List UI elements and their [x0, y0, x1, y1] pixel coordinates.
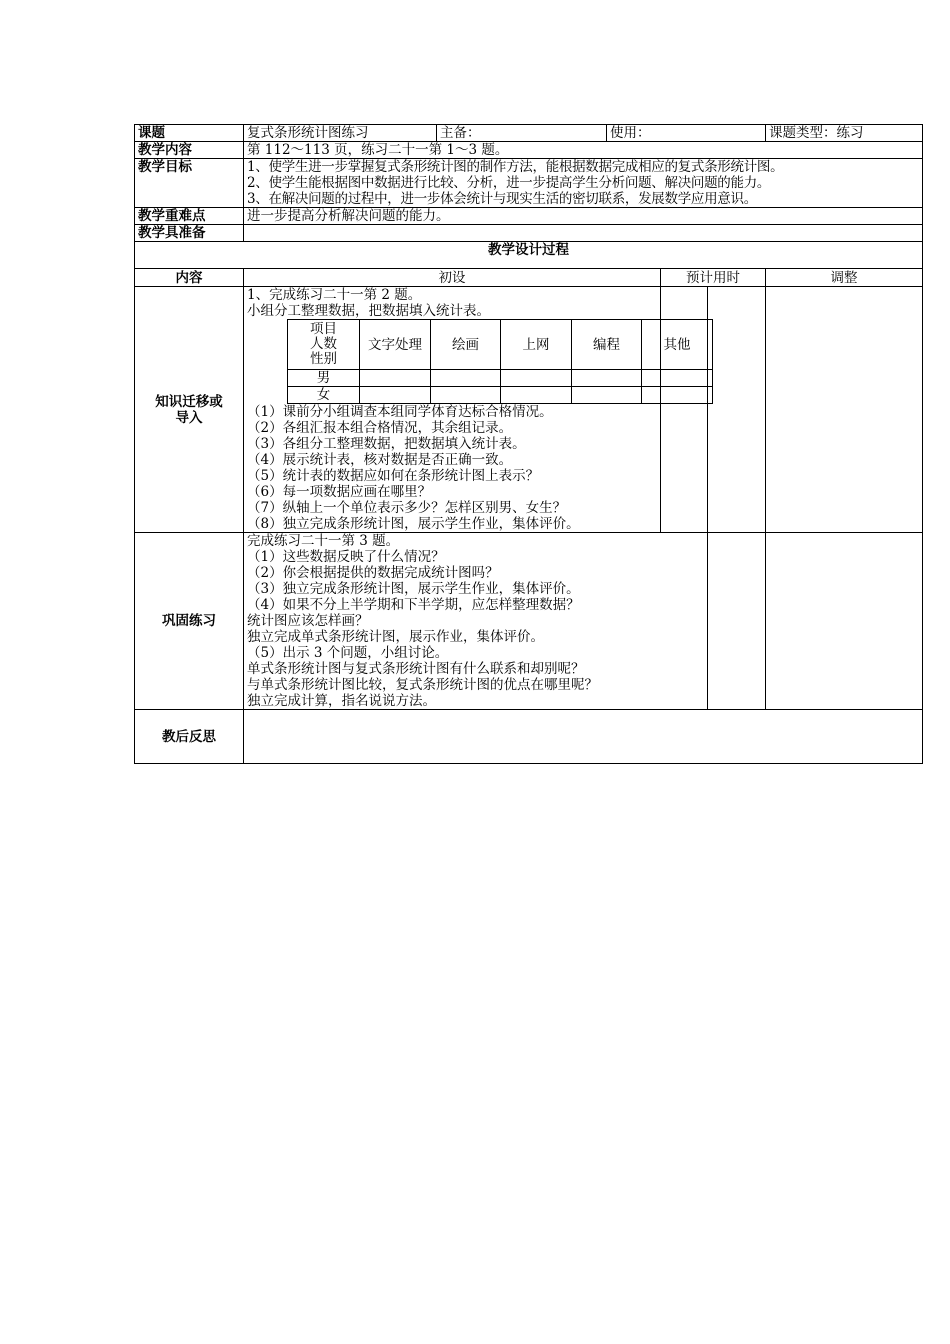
step-line: （8）独立完成条形统计图，展示学生作业，集体评价。 — [247, 516, 580, 532]
stats-cell — [431, 387, 501, 404]
stats-cell — [572, 370, 642, 387]
lesson-plan-table — [134, 124, 923, 764]
stats-cell — [431, 370, 501, 387]
practice-line: （2）你会根据提供的数据完成统计图吗？ — [247, 565, 499, 581]
step-line: （4）展示统计表，核对数据是否正确一致。 — [247, 452, 513, 468]
tools-row — [135, 225, 923, 242]
reflection-row — [135, 710, 923, 764]
stats-header-cell: 编程 — [572, 320, 642, 370]
key-points-value: 进一步提高分析解决问题的能力。 — [244, 208, 923, 225]
practice-line: 独立完成单式条形统计图，展示作业，集体评价。 — [247, 629, 544, 645]
column-time: 预计用时 — [661, 269, 766, 287]
usage-label: 使用： — [607, 125, 766, 142]
stats-header-cell: 文字处理 — [360, 320, 431, 370]
content-label: 教学内容 — [135, 142, 244, 159]
goals-row — [135, 159, 923, 208]
design-title: 教学设计过程 — [135, 242, 923, 269]
column-content: 内容 — [135, 269, 244, 287]
practice-line: 独立完成计算，指名说说方法。 — [247, 693, 436, 709]
topic-label: 课题 — [135, 125, 244, 142]
reflection-label: 教后反思 — [135, 710, 244, 764]
section2-row — [135, 533, 923, 710]
key-points-row — [135, 208, 923, 225]
content-row — [135, 142, 923, 159]
stats-header-cell: 其他 — [642, 320, 713, 370]
practice-line: （5）出示 3 个问题，小组讨论。 — [247, 645, 449, 661]
header-row — [135, 125, 923, 142]
column-adjust: 调整 — [766, 269, 923, 287]
section1-label: 知识迁移或 导入 — [135, 287, 244, 533]
stats-row-male — [288, 370, 713, 387]
practice-line: 统计图应该怎样画？ — [247, 613, 369, 629]
section1-adjust — [766, 287, 923, 533]
section2-time — [708, 533, 766, 710]
column-plan: 初设 — [244, 269, 661, 287]
goals-label: 教学目标 — [135, 159, 244, 208]
stats-cell — [501, 387, 572, 404]
stats-cell — [360, 387, 431, 404]
intro-line: 小组分工整理数据，把数据填入统计表。 — [247, 303, 490, 319]
section1-time-b — [708, 287, 766, 533]
step-line: （3）各组分工整理数据，把数据填入统计表。 — [247, 436, 526, 452]
section2-adjust — [766, 533, 923, 710]
goal-line: 2、使学生能根据图中数据进行比较、分析，进一步提高学生分析问题、解决问题的能力。 — [247, 175, 771, 191]
lesson-type: 课题类型：练习 — [766, 125, 923, 142]
section1-time-a — [661, 287, 708, 533]
goal-line: 1、使学生进一步掌握复式条形统计图的制作方法，能根据数据完成相应的复式条形统计图。 — [247, 159, 784, 175]
reflection-value — [244, 710, 923, 764]
preparer-label: 主备： — [437, 125, 607, 142]
stats-cell — [572, 387, 642, 404]
stats-table — [287, 319, 713, 404]
columns-row — [135, 269, 923, 287]
lesson-plan — [134, 124, 922, 764]
practice-line: （1）这些数据反映了什么情况？ — [247, 549, 445, 565]
step-line: （5）统计表的数据应如何在条形统计图上表示？ — [247, 468, 540, 484]
stats-row-label: 女 — [288, 387, 360, 404]
stats-header-cell: 绘画 — [431, 320, 501, 370]
tools-label: 教学具准备 — [135, 225, 244, 242]
stats-cell — [360, 370, 431, 387]
practice-line: 与单式条形统计图比较，复式条形统计图的优点在哪里呢？ — [247, 677, 598, 693]
practice-line: （3）独立完成条形统计图，展示学生作业，集体评价。 — [247, 581, 580, 597]
step-line: （1）课前分小组调查本组同学体育达标合格情况。 — [247, 404, 553, 420]
stats-row-female — [288, 387, 713, 404]
stats-header-row — [288, 320, 713, 370]
goal-line: 3、在解决问题的过程中，进一步体会统计与现实生活的密切联系，发展数学应用意识。 — [247, 191, 757, 207]
stats-row-label: 男 — [288, 370, 360, 387]
key-points-label: 教学重难点 — [135, 208, 244, 225]
practice-line: 完成练习二十一第 3 题。 — [247, 533, 400, 549]
step-line: （6）每一项数据应画在哪里？ — [247, 484, 432, 500]
stats-header-cell: 上网 — [501, 320, 572, 370]
design-title-row — [135, 242, 923, 269]
stats-cell — [501, 370, 572, 387]
practice-line: 单式条形统计图与复式条形统计图有什么联系和却别呢？ — [247, 661, 585, 677]
tools-value — [244, 225, 923, 242]
practice-line: （4）如果不分上半学期和下半学期，应怎样整理数据？ — [247, 597, 580, 613]
intro-line: 1、完成练习二十一第 2 题。 — [247, 287, 422, 303]
topic-value: 复式条形统计图练习 — [244, 125, 437, 142]
section1-row — [135, 287, 923, 533]
step-line: （2）各组汇报本组合格情况，其余组记录。 — [247, 420, 513, 436]
goals-list — [244, 159, 923, 208]
section2-plan — [244, 533, 708, 710]
step-line: （7）纵轴上一个单位表示多少？怎样区别男、女生？ — [247, 500, 567, 516]
stats-corner-cell: 项目 人数 性别 — [288, 320, 360, 370]
content-value: 第 112～113 页，练习二十一第 1～3 题。 — [244, 142, 923, 159]
section1-plan — [244, 287, 691, 533]
section2-label: 巩固练习 — [135, 533, 244, 710]
